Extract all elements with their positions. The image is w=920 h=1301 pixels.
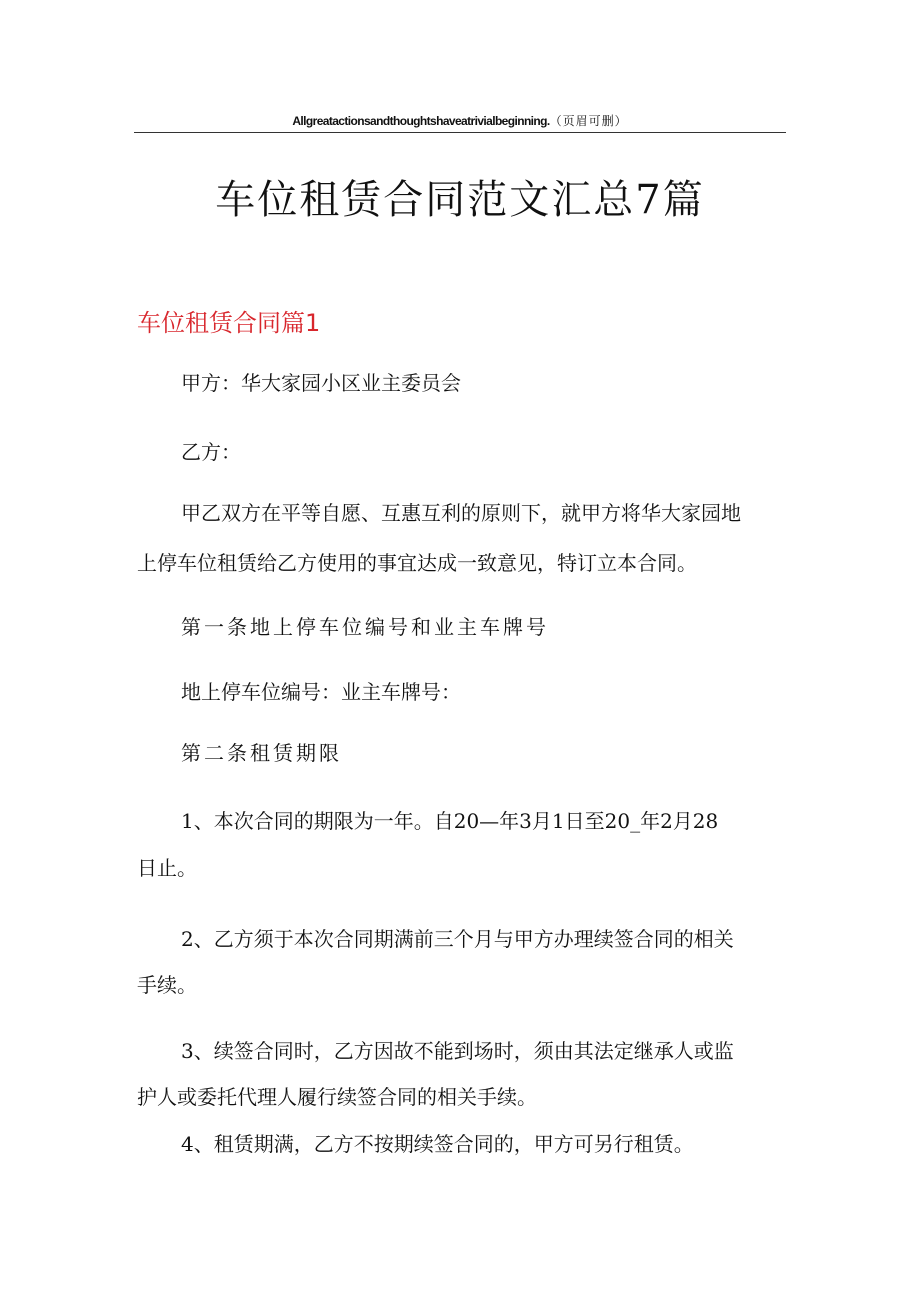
intro-paragraph-line-1: 甲乙双方在平等自愿、互惠互利的原则下，就甲方将华大家园地 <box>181 501 741 525</box>
clause-3-line-2: 护人或委托代理人履行续签合同的相关手续。 <box>137 1085 537 1109</box>
party-b-line: 乙方： <box>181 440 241 464</box>
clause-2-line-1: 2、乙方须于本次合同期满前三个月与甲方办理续签合同的相关 <box>181 927 734 951</box>
parking-space-number-line: 地上停车位编号：业主车牌号： <box>181 680 461 704</box>
article-2-heading: 第二条租赁期限 <box>181 741 342 765</box>
clause-1-line-1: 1、本次合同的期限为一年。自20—年3月1日至20_年2月28 <box>181 809 719 833</box>
section-heading: 车位租赁合同篇1 <box>137 309 321 337</box>
party-a-line: 甲方：华大家园小区业主委员会 <box>181 371 461 395</box>
clause-3-line-1: 3、续签合同时，乙方因故不能到场时，须由其法定继承人或监 <box>181 1039 734 1063</box>
article-1-heading: 第一条地上停车位编号和业主车牌号 <box>181 615 549 639</box>
page-header <box>134 113 786 129</box>
header-divider <box>134 132 786 133</box>
clause-2-line-2: 手续。 <box>137 973 197 997</box>
document-title: 车位租赁合同范文汇总7篇 <box>215 177 705 223</box>
header-english-text: Allgreatactionsandthoughtshaveatrivialbeginning. <box>292 114 550 128</box>
header-note: （页眉可删） <box>549 114 628 128</box>
clause-4-line: 4、租赁期满，乙方不按期续签合同的，甲方可另行租赁。 <box>181 1132 694 1156</box>
intro-paragraph-line-2: 上停车位租赁给乙方使用的事宜达成一致意见，特订立本合同。 <box>137 551 697 575</box>
clause-1-line-2: 日止。 <box>137 856 197 880</box>
